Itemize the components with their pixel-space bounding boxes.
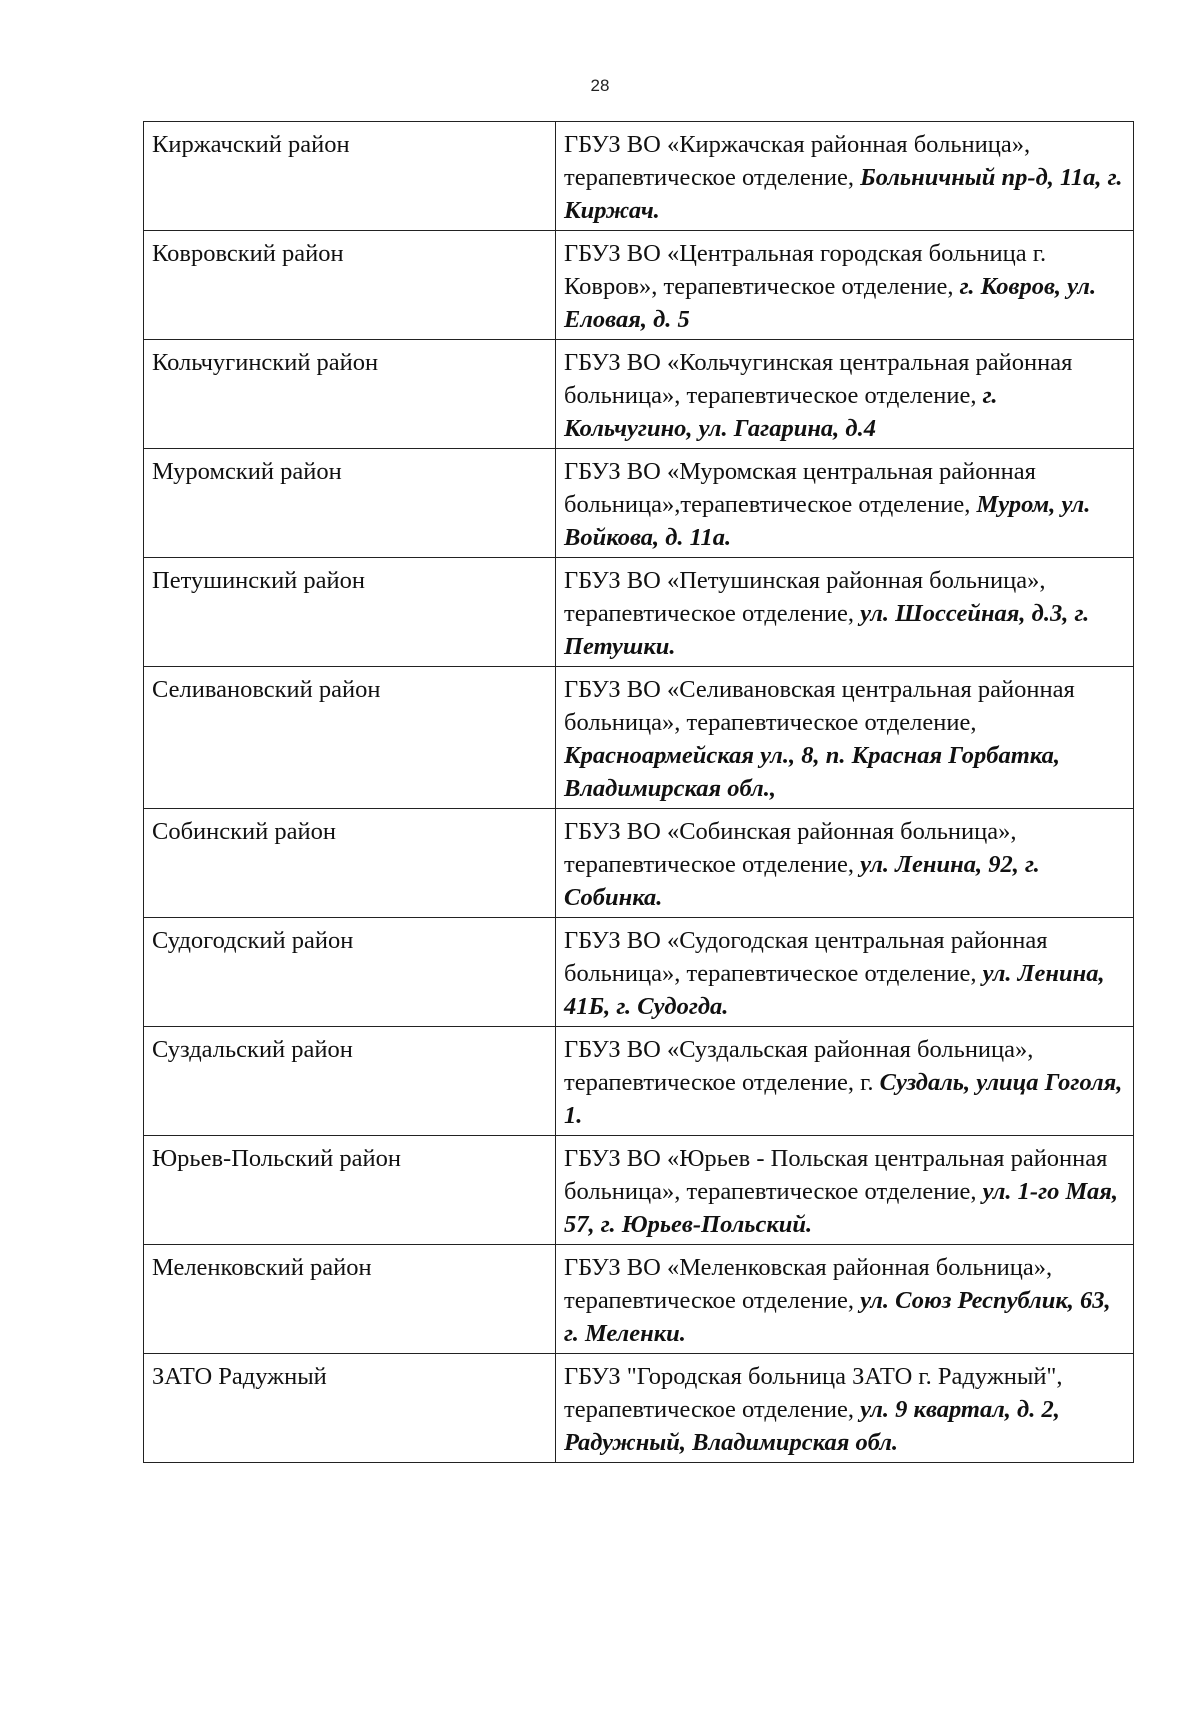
hospital-name: ГБУЗ ВО «Киржачская районная больница», терапевтическое отделение, xyxy=(564,131,1031,191)
hospital-cell xyxy=(556,231,1134,340)
table-row xyxy=(144,1354,1134,1463)
hospital-name: ГБУЗ ВО «Юрьев - Польская центральная районная больница», терапевтическое отделение, xyxy=(564,1145,1108,1205)
district-cell: Суздальский район xyxy=(144,1027,556,1136)
hospital-address: Суздаль, улица Гоголя, 1. xyxy=(564,1069,1123,1129)
table-row xyxy=(144,809,1134,918)
district-cell: Киржачский район xyxy=(144,122,556,231)
hospital-name: ГБУЗ ВО «Центральная городская больница г. Ковров», терапевтическое отделение, xyxy=(564,240,1047,300)
hospital-cell xyxy=(556,1354,1134,1463)
hospital-address: ул. Союз Республик, 63, г. Меленки. xyxy=(564,1287,1111,1347)
table-row xyxy=(144,231,1134,340)
hospital-name: ГБУЗ ВО «Собинская районная больница», терапевтическое отделение, xyxy=(564,818,1017,878)
district-cell: Селивановский район xyxy=(144,667,556,809)
hospital-cell xyxy=(556,667,1134,809)
hospital-cell xyxy=(556,558,1134,667)
district-cell: Муромский район xyxy=(144,449,556,558)
district-cell: Кольчугинский район xyxy=(144,340,556,449)
table-row xyxy=(144,1027,1134,1136)
district-cell: Ковровский район xyxy=(144,231,556,340)
hospital-name: ГБУЗ ВО «Судогодская центральная районная больница», терапевтическое отделение, xyxy=(564,927,1048,987)
hospital-address: ул. Ленина, 41Б, г. Судогда. xyxy=(564,960,1105,1020)
hospital-address: г. Ковров, ул. Еловая, д. 5 xyxy=(564,273,1097,333)
hospital-address: ул. 9 квартал, д. 2, Радужный, Владимирская обл. xyxy=(564,1396,1060,1456)
table-row xyxy=(144,1245,1134,1354)
district-cell: Юрьев-Польский район xyxy=(144,1136,556,1245)
district-cell: Петушинский район xyxy=(144,558,556,667)
table-row xyxy=(144,667,1134,809)
table-row xyxy=(144,122,1134,231)
hospital-cell xyxy=(556,1136,1134,1245)
hospital-address: ул. Ленина, 92, г. Собинка. xyxy=(564,851,1040,911)
district-cell: Меленковский район xyxy=(144,1245,556,1354)
hospital-address: Муром, ул. Войкова, д. 11а. xyxy=(564,491,1091,551)
hospital-name: ГБУЗ "Городская больница ЗАТО г. Радужный", терапевтическое отделение, xyxy=(564,1363,1063,1423)
hospital-address: Красноармейская ул., 8, п. Красная Горбатка, Владимирская обл., xyxy=(564,742,1060,802)
hospital-address: Больничный пр-д, 11а, г. Киржач. xyxy=(564,164,1123,224)
hospital-cell xyxy=(556,1027,1134,1136)
table-row xyxy=(144,1136,1134,1245)
hospital-address: ул. 1-го Мая, 57, г. Юрьев-Польский. xyxy=(564,1178,1118,1238)
table-row xyxy=(144,558,1134,667)
hospital-name: ГБУЗ ВО «Суздальская районная больница», терапевтическое отделение, г. xyxy=(564,1036,1034,1096)
hospital-cell xyxy=(556,122,1134,231)
hospital-cell xyxy=(556,809,1134,918)
district-cell: Судогодский район xyxy=(144,918,556,1027)
table-row xyxy=(144,918,1134,1027)
hospital-cell xyxy=(556,1245,1134,1354)
table-row xyxy=(144,449,1134,558)
hospital-cell xyxy=(556,340,1134,449)
districts-table xyxy=(143,121,1134,1463)
page-number: 28 xyxy=(590,76,610,95)
hospital-address: г. Кольчугино, ул. Гагарина, д.4 xyxy=(564,382,998,442)
district-cell: ЗАТО Радужный xyxy=(144,1354,556,1463)
table-row xyxy=(144,340,1134,449)
hospital-name: ГБУЗ ВО «Петушинская районная больница», терапевтическое отделение, xyxy=(564,567,1046,627)
hospital-address: ул. Шоссейная, д.3, г. Петушки. xyxy=(564,600,1090,660)
hospital-name: ГБУЗ ВО «Селивановская центральная районная больница», терапевтическое отделение, xyxy=(564,676,1075,736)
hospital-name: ГБУЗ ВО «Муромская центральная районная больница»,терапевтическое отделение, xyxy=(564,458,1036,518)
districts-table-body xyxy=(144,122,1134,1463)
hospital-name: ГБУЗ ВО «Меленковская районная больница», терапевтическое отделение, xyxy=(564,1254,1053,1314)
hospital-cell xyxy=(556,918,1134,1027)
hospital-name: ГБУЗ ВО «Кольчугинская центральная районная больница», терапевтическое отделение, xyxy=(564,349,1073,409)
district-cell: Собинский район xyxy=(144,809,556,918)
hospital-cell xyxy=(556,449,1134,558)
